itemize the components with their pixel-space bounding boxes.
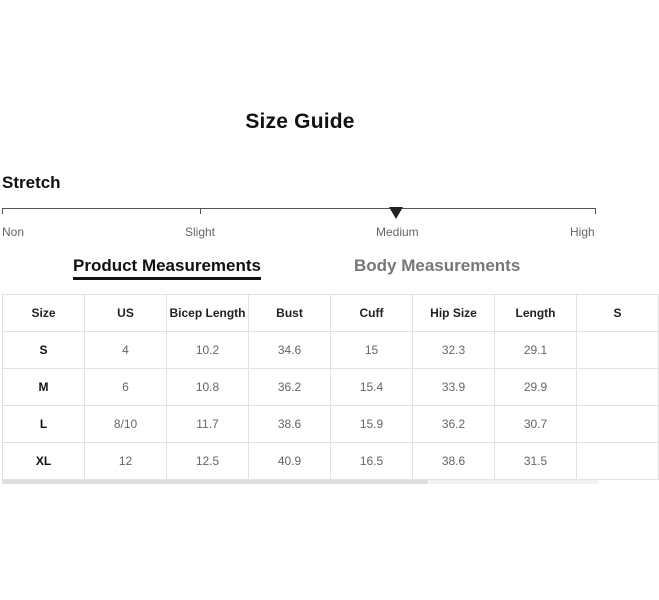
stretch-level-slight: Slight — [185, 225, 216, 239]
header-bicep-length: Bicep Length — [167, 295, 249, 332]
table-cell: 38.6 — [413, 443, 495, 480]
table-cell: 36.2 — [413, 406, 495, 443]
table-cell: 15.9 — [331, 406, 413, 443]
table-row — [3, 369, 659, 406]
table-cell: XL — [3, 443, 85, 480]
table-row — [3, 332, 659, 369]
table-cell: M — [3, 369, 85, 406]
measurements-table — [2, 294, 659, 480]
table-cell: 11.7 — [167, 406, 249, 443]
header-length: Length — [495, 295, 577, 332]
table-cell — [577, 443, 659, 480]
table-cell: 33.9 — [413, 369, 495, 406]
page-title: Size Guide — [245, 110, 355, 133]
stretch-tick-slight — [200, 208, 201, 214]
stretch-scale-line — [2, 208, 596, 209]
table-cell: 34.6 — [249, 332, 331, 369]
table-cell — [577, 406, 659, 443]
stretch-pointer-icon — [389, 207, 403, 219]
header-size: Size — [3, 295, 85, 332]
stretch-level-non: Non — [2, 225, 25, 239]
table-cell: 15 — [331, 332, 413, 369]
table-cell: 30.7 — [495, 406, 577, 443]
table-cell: 10.2 — [167, 332, 249, 369]
table-cell: 4 — [85, 332, 167, 369]
stretch-tick-non — [2, 208, 3, 214]
table-cell: 12.5 — [167, 443, 249, 480]
stretch-level-high: High — [570, 225, 595, 239]
tab-body-measurements[interactable]: Body Measurements — [354, 256, 521, 275]
table-cell: 6 — [85, 369, 167, 406]
header-truncated: S — [577, 295, 659, 332]
table-cell: 40.9 — [249, 443, 331, 480]
header-hip-size: Hip Size — [413, 295, 495, 332]
tab-product-measurements[interactable]: Product Measurements — [73, 256, 261, 280]
table-cell: 29.1 — [495, 332, 577, 369]
table-cell — [577, 369, 659, 406]
table-cell — [577, 332, 659, 369]
table-row — [3, 406, 659, 443]
table-cell: 16.5 — [331, 443, 413, 480]
table-cell: 36.2 — [249, 369, 331, 406]
table-cell: 12 — [85, 443, 167, 480]
header-cuff: Cuff — [331, 295, 413, 332]
table-scrollbar-thumb[interactable] — [2, 480, 428, 484]
table-header-row — [3, 295, 659, 332]
table-cell: 31.5 — [495, 443, 577, 480]
stretch-tick-high — [595, 208, 596, 214]
stretch-label: Stretch — [2, 173, 61, 192]
table-row — [3, 443, 659, 480]
table-cell: 38.6 — [249, 406, 331, 443]
table-cell: 8/10 — [85, 406, 167, 443]
header-us: US — [85, 295, 167, 332]
table-cell: 32.3 — [413, 332, 495, 369]
table-cell: 10.8 — [167, 369, 249, 406]
measurements-table-container[interactable] — [2, 294, 622, 480]
table-cell: 15.4 — [331, 369, 413, 406]
stretch-level-medium: Medium — [376, 225, 419, 239]
table-cell: S — [3, 332, 85, 369]
table-cell: 29.9 — [495, 369, 577, 406]
header-bust: Bust — [249, 295, 331, 332]
table-cell: L — [3, 406, 85, 443]
